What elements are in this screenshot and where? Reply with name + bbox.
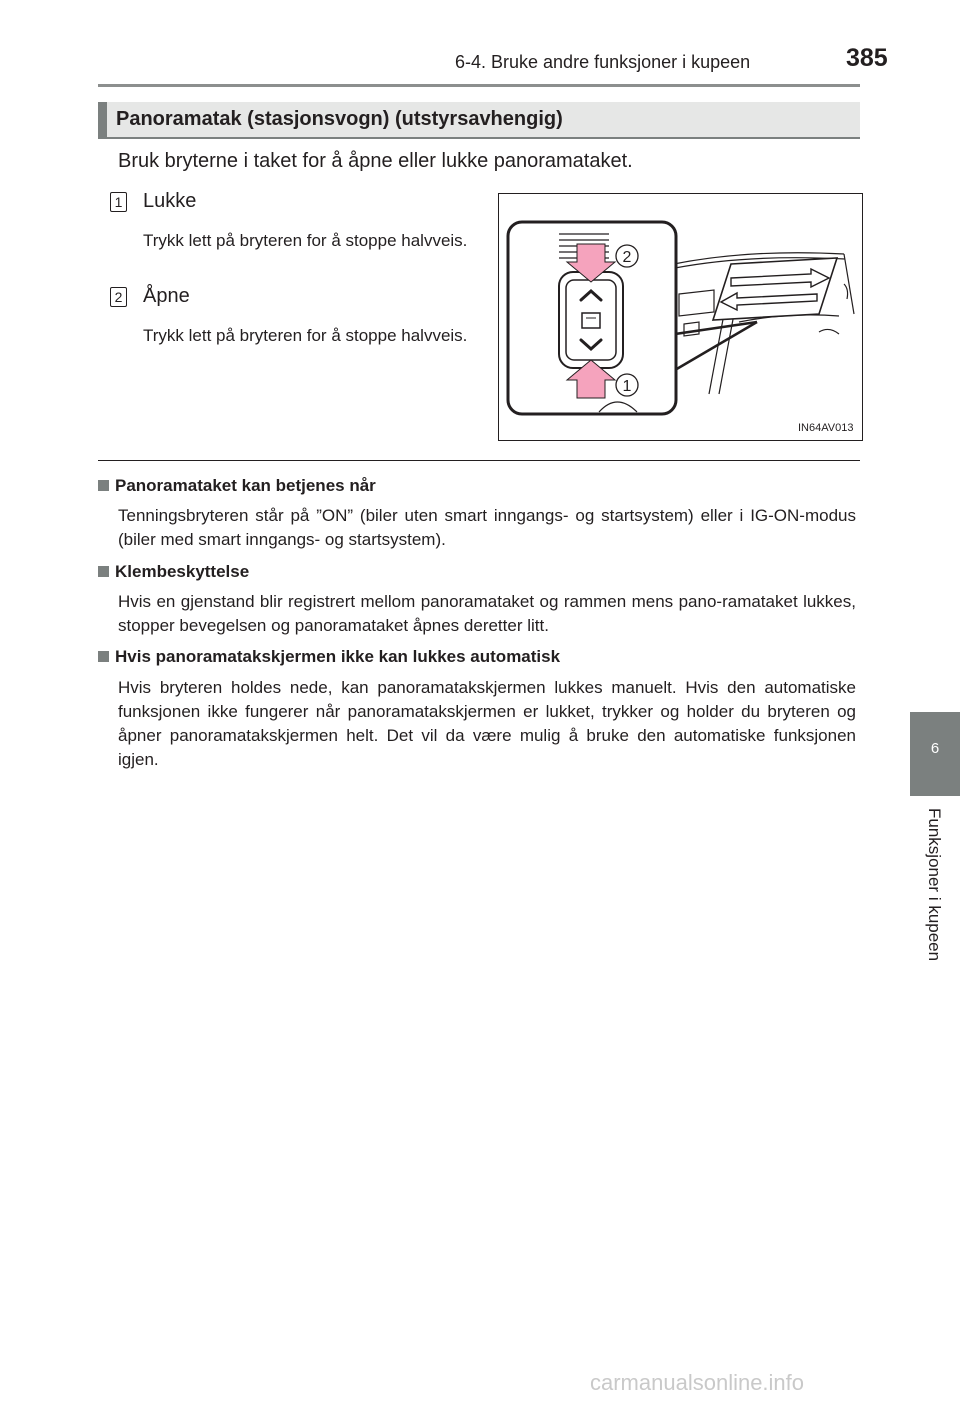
page-number: 385 (846, 44, 888, 72)
note-title-text: Klembeskyttelse (115, 562, 250, 581)
bullet-square-icon (98, 651, 109, 662)
section-intro: Bruk bryterne i taket for å åpne eller lukke panoramataket. (118, 150, 633, 172)
note-body: Hvis bryteren holdes nede, kan panoramatakskjermen lukkes manuelt. Hvis den automatiske funksjonen ikke fungerer når panoramatakskjermen er lukket, trykker og holder du bryteren og åpner panoramatakskjermen helt. Det vil da være mulig å bruke den automatiske funksjonen igjen. (118, 678, 856, 769)
header-section-label: 6-4. Bruke andre funksjoner i kupeen (455, 52, 751, 72)
header-rule (98, 84, 860, 87)
bullet-square-icon (98, 480, 109, 491)
section-heading-underline (98, 137, 860, 139)
figure-code: IN64AV013 (798, 422, 854, 434)
roof-switch-drawing (499, 194, 862, 440)
note-title-text: Panoramataket kan betjenes når (115, 476, 376, 495)
note-title-text: Hvis panoramatakskjermen ikke kan lukkes automatisk (115, 647, 561, 666)
item-title-close: Lukke (143, 190, 197, 212)
bullet-square-icon (98, 566, 109, 577)
item-desc-close: Trykk lett på bryteren for å stoppe halvveis. (143, 231, 468, 250)
note-body: Hvis en gjenstand blir registrert mellom panoramataket og rammen mens pano-ramataket lukkes, stopper bevegelsen og panoramataket åpnes deretter litt. (118, 592, 856, 635)
section-title: Panoramatak (stasjonsvogn) (utstyrsavhengig) (116, 108, 563, 130)
svg-text:1: 1 (622, 378, 632, 395)
item-number-badge: 1 (110, 192, 127, 212)
note-title (98, 476, 376, 496)
note-title (98, 562, 249, 582)
notes-divider (98, 460, 860, 461)
chapter-label: Funksjoner i kupeen (925, 808, 944, 962)
item-number-badge: 2 (110, 287, 127, 307)
section-heading-accent (98, 102, 107, 138)
svg-text:2: 2 (622, 249, 632, 266)
roof-switch-illustration (498, 193, 863, 441)
watermark: carmanualsonline.info (590, 1370, 805, 1395)
note-title (98, 647, 560, 667)
item-desc-open: Trykk lett på bryteren for å stoppe halvveis. (143, 326, 468, 345)
note-body: Tenningsbryteren står på ”ON” (biler uten smart inngangs- og startsystem) eller i IG-ON-modus (biler med smart inngangs- og startsystem). (118, 506, 856, 549)
item-title-open: Åpne (143, 285, 190, 307)
chapter-number: 6 (930, 740, 940, 757)
